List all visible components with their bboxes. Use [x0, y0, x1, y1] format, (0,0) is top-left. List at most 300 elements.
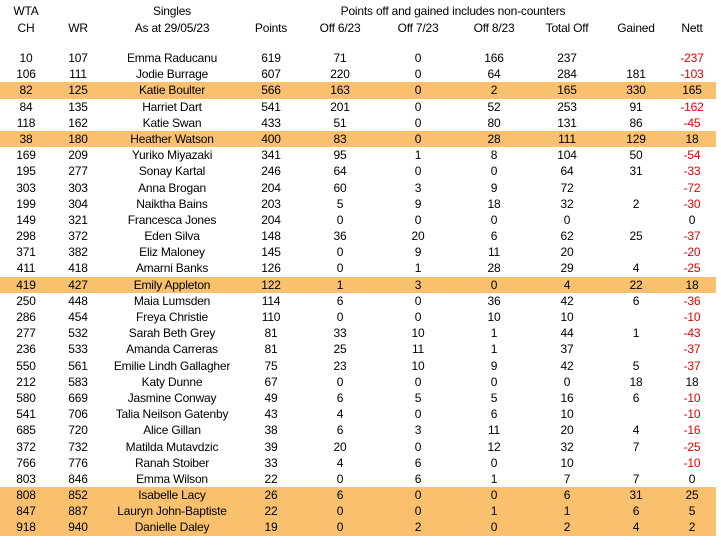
cell-gained: 18 [629, 374, 643, 389]
cell-points: 145 [261, 245, 281, 260]
cell-total_off: 284 [557, 67, 577, 82]
cell-off_8_23: 64 [487, 67, 501, 82]
cell-nett: 18 [685, 131, 699, 146]
cell-total_off: 44 [560, 326, 574, 341]
player-row [0, 99, 716, 115]
column-header: CH [17, 21, 35, 35]
cell-name: Sonay Kartal [138, 164, 206, 179]
cell-nett: 5 [688, 504, 696, 519]
cell-total_off: 37 [560, 342, 574, 357]
cell-nett: -10 [683, 310, 701, 324]
cell-off_8_23: 1 [490, 504, 498, 519]
cell-off_7_23: 0 [414, 212, 422, 227]
player-row [0, 115, 716, 131]
cell-off_8_23: 0 [490, 164, 498, 179]
cell-points: 203 [261, 196, 281, 211]
cell-name: Amanda Carreras [126, 342, 218, 357]
cell-wr: 162 [68, 115, 88, 130]
cell-ch: 419 [16, 277, 36, 292]
cell-gained: 7 [632, 471, 640, 486]
cell-total_off: 253 [557, 99, 577, 114]
cell-wr: 125 [68, 83, 88, 98]
cell-nett: 18 [685, 374, 699, 389]
player-row [0, 374, 716, 390]
column-header: Gained [617, 21, 655, 35]
cell-total_off: 62 [560, 229, 574, 244]
column-header: As at 29/05/23 [134, 21, 210, 35]
cell-wr: 532 [68, 326, 88, 341]
cell-off_7_23: 0 [414, 374, 422, 389]
player-row [0, 406, 716, 422]
cell-ch: 195 [16, 164, 36, 179]
cell-ch: 199 [16, 196, 36, 211]
cell-wr: 583 [68, 374, 88, 389]
cell-points: 22 [264, 504, 278, 519]
cell-off_6_23: 1 [336, 277, 344, 292]
cell-name: Anna Brogan [138, 180, 206, 195]
cell-gained: 50 [629, 148, 643, 163]
cell-off_6_23: 0 [336, 504, 344, 519]
cell-off_6_23: 6 [336, 423, 344, 438]
cell-total_off: 111 [558, 131, 576, 146]
cell-off_8_23: 0 [490, 488, 498, 503]
cell-name: Francesca Jones [127, 212, 217, 227]
cell-off_7_23: 0 [414, 310, 422, 324]
cell-wr: 111 [69, 67, 87, 82]
cell-off_6_23: 4 [336, 455, 344, 470]
cell-off_8_23: 52 [487, 99, 501, 114]
cell-ch: 808 [16, 488, 36, 503]
cell-off_7_23: 5 [414, 390, 422, 405]
cell-total_off: 4 [563, 277, 571, 292]
cell-wr: 720 [68, 423, 88, 438]
cell-name: Eden Silva [144, 229, 200, 244]
cell-total_off: 42 [560, 293, 574, 308]
cell-off_7_23: 0 [414, 164, 422, 179]
cell-off_7_23: 3 [414, 277, 422, 292]
cell-name: Jodie Burrage [135, 67, 209, 82]
cell-points: 49 [264, 390, 278, 405]
cell-total_off: 0 [563, 212, 571, 227]
cell-wr: 372 [68, 229, 88, 244]
cell-off_6_23: 220 [330, 67, 350, 82]
cell-name: Freya Christie [136, 310, 208, 324]
player-row [0, 196, 716, 212]
cell-name: Jasmine Conway [127, 390, 217, 405]
cell-name: Eliz Maloney [139, 245, 205, 260]
cell-ch: 541 [16, 407, 36, 422]
player-row [0, 487, 716, 503]
cell-points: 43 [264, 407, 278, 422]
cell-off_8_23: 28 [487, 261, 501, 276]
player-row [0, 50, 716, 66]
cell-total_off: 6 [563, 488, 571, 503]
cell-off_7_23: 11 [411, 342, 425, 357]
cell-nett: -43 [683, 326, 701, 341]
cell-wr: 852 [68, 488, 88, 503]
cell-points: 204 [261, 212, 281, 227]
cell-points: 39 [264, 439, 278, 454]
cell-name: Isabelle Lacy [138, 488, 206, 503]
cell-name: Amarni Banks [135, 261, 209, 276]
cell-name: Emilie Lindh Gallagher [113, 358, 231, 373]
cell-off_6_23: 4 [336, 407, 344, 422]
cell-gained: 129 [626, 131, 646, 146]
cell-wr: 561 [68, 358, 88, 373]
cell-points: 67 [264, 374, 278, 389]
player-row [0, 260, 716, 276]
cell-nett: -16 [683, 423, 701, 438]
player-row [0, 325, 716, 341]
column-header: Off 7/23 [397, 21, 439, 35]
cell-off_7_23: 0 [414, 51, 422, 65]
player-row [0, 131, 716, 147]
cell-wr: 321 [68, 212, 88, 227]
cell-gained: 5 [632, 358, 640, 373]
cell-off_6_23: 20 [333, 439, 347, 454]
cell-points: 38 [264, 423, 278, 438]
cell-off_8_23: 1 [490, 326, 498, 341]
cell-points: 19 [264, 520, 278, 535]
cell-off_6_23: 201 [330, 99, 350, 114]
cell-gained: 6 [632, 504, 640, 519]
cell-off_8_23: 0 [490, 455, 498, 470]
cell-ch: 149 [16, 212, 36, 227]
header-row-1 [0, 3, 716, 20]
cell-ch: 303 [16, 180, 36, 195]
cell-gained: 4 [632, 520, 640, 535]
cell-off_7_23: 0 [414, 504, 422, 519]
cell-wr: 940 [68, 520, 88, 535]
cell-off_8_23: 1 [490, 471, 498, 486]
cell-ch: 169 [16, 148, 36, 163]
cell-nett: 0 [688, 471, 696, 486]
cell-total_off: 32 [560, 196, 574, 211]
cell-off_6_23: 0 [336, 520, 344, 535]
cell-points: 619 [261, 51, 281, 65]
player-row [0, 82, 716, 98]
cell-points: 433 [261, 115, 281, 130]
cell-gained: 22 [629, 277, 643, 292]
cell-points: 204 [261, 180, 281, 195]
cell-wr: 776 [68, 455, 88, 470]
cell-wr: 277 [68, 164, 88, 179]
cell-off_6_23: 6 [336, 390, 344, 405]
cell-off_8_23: 11 [487, 245, 501, 260]
player-row [0, 341, 716, 357]
cell-nett: -103 [680, 67, 704, 82]
cell-name: Katy Dunne [141, 374, 203, 389]
cell-gained: 330 [626, 83, 646, 98]
cell-ch: 286 [16, 310, 36, 324]
cell-gained: 31 [629, 488, 643, 503]
cell-name: Lauryn John-Baptiste [117, 504, 227, 519]
cell-total_off: 104 [557, 148, 577, 163]
cell-off_8_23: 36 [487, 293, 501, 308]
cell-off_6_23: 64 [333, 164, 347, 179]
cell-total_off: 131 [557, 115, 577, 130]
cell-nett: -37 [683, 358, 701, 373]
cell-ch: 685 [16, 423, 36, 438]
cell-wr: 448 [68, 293, 88, 308]
cell-off_8_23: 0 [490, 520, 498, 535]
column-header: WR [68, 21, 88, 35]
cell-nett: -72 [683, 180, 701, 195]
cell-wr: 135 [68, 99, 88, 114]
player-row [0, 244, 716, 260]
cell-gained: 31 [629, 164, 643, 179]
cell-name: Naiktha Bains [136, 196, 208, 211]
cell-off_7_23: 6 [414, 455, 422, 470]
cell-nett: -10 [683, 407, 701, 422]
cell-off_6_23: 36 [333, 229, 347, 244]
cell-total_off: 32 [560, 439, 574, 454]
cell-off_6_23: 71 [333, 51, 347, 65]
cell-off_6_23: 95 [333, 148, 347, 163]
cell-off_8_23: 12 [487, 439, 501, 454]
cell-off_8_23: 11 [487, 423, 501, 438]
player-row [0, 309, 716, 325]
cell-off_7_23: 0 [414, 67, 422, 82]
cell-name: Maia Lumsden [133, 293, 211, 308]
player-row [0, 390, 716, 406]
cell-wr: 180 [68, 131, 88, 146]
cell-off_8_23: 0 [490, 212, 498, 227]
cell-off_7_23: 0 [414, 488, 422, 503]
cell-off_8_23: 5 [490, 390, 498, 405]
player-row [0, 422, 716, 438]
cell-name: Ranah Stoiber [134, 455, 210, 470]
cell-wr: 382 [68, 245, 88, 260]
cell-off_7_23: 0 [414, 131, 422, 146]
cell-wr: 706 [68, 407, 88, 422]
cell-points: 126 [261, 261, 281, 276]
cell-gained: 86 [629, 115, 643, 130]
cell-ch: 82 [19, 83, 33, 98]
cell-wr: 454 [68, 310, 88, 324]
cell-gained: 4 [632, 261, 640, 276]
cell-nett: -54 [683, 148, 701, 163]
cell-off_6_23: 6 [336, 293, 344, 308]
player-row [0, 277, 716, 293]
cell-wr: 732 [68, 439, 88, 454]
cell-ch: 847 [16, 504, 36, 519]
cell-off_7_23: 0 [414, 99, 422, 114]
cell-wr: 209 [68, 148, 88, 163]
cell-ch: 236 [16, 342, 36, 357]
cell-off_7_23: 0 [414, 293, 422, 308]
player-row [0, 439, 716, 455]
cell-nett: 18 [685, 277, 699, 292]
cell-ch: 550 [16, 358, 36, 373]
cell-off_8_23: 10 [487, 310, 501, 324]
cell-off_6_23: 51 [333, 115, 347, 130]
cell-off_8_23: 1 [490, 342, 498, 357]
cell-off_7_23: 0 [414, 439, 422, 454]
cell-total_off: 10 [560, 310, 574, 324]
cell-ch: 38 [19, 131, 33, 146]
cell-off_6_23: 6 [336, 488, 344, 503]
cell-total_off: 10 [560, 455, 574, 470]
cell-ch: 106 [16, 67, 36, 82]
cell-name: Talia Neilson Gatenby [115, 407, 229, 422]
cell-nett: -10 [683, 390, 701, 405]
cell-total_off: 20 [560, 423, 574, 438]
cell-gained: 4 [632, 423, 640, 438]
player-row [0, 519, 716, 535]
cell-off_7_23: 0 [414, 407, 422, 422]
cell-nett: -25 [683, 439, 701, 454]
cell-off_6_23: 25 [333, 342, 347, 357]
player-row [0, 147, 716, 163]
cell-ch: 371 [16, 245, 36, 260]
header-singles-label: Singles [153, 4, 191, 18]
header-row-2 [0, 20, 716, 37]
cell-off_8_23: 9 [490, 358, 498, 373]
cell-off_6_23: 5 [336, 196, 344, 211]
cell-gained: 25 [629, 229, 643, 244]
cell-ch: 118 [16, 115, 36, 130]
cell-ch: 803 [16, 471, 36, 486]
cell-off_7_23: 10 [411, 358, 425, 373]
cell-points: 33 [264, 455, 278, 470]
cell-points: 22 [264, 471, 278, 486]
cell-nett: -33 [683, 164, 701, 179]
cell-off_6_23: 33 [333, 326, 347, 341]
cell-nett: 0 [688, 212, 696, 227]
cell-off_6_23: 83 [333, 131, 347, 146]
cell-off_7_23: 0 [414, 83, 422, 98]
cell-name: Matilda Mutavdzic [125, 439, 219, 454]
header-gap [0, 37, 716, 50]
cell-points: 541 [261, 99, 281, 114]
player-rows [0, 50, 716, 536]
cell-nett: -10 [683, 455, 701, 470]
player-row [0, 66, 716, 82]
cell-nett: -237 [680, 51, 704, 65]
cell-off_8_23: 0 [490, 374, 498, 389]
cell-wr: 107 [68, 51, 88, 65]
header-note: Points off and gained includes non-counters [340, 4, 566, 18]
cell-gained: 1 [632, 326, 640, 341]
cell-off_6_23: 0 [336, 212, 344, 227]
cell-off_6_23: 0 [336, 471, 344, 486]
cell-off_6_23: 0 [336, 245, 344, 260]
player-row [0, 228, 716, 244]
cell-off_7_23: 3 [414, 180, 422, 195]
cell-wr: 533 [68, 342, 88, 357]
cell-name: Danielle Daley [134, 520, 210, 535]
cell-off_8_23: 0 [490, 277, 498, 292]
cell-total_off: 72 [560, 180, 574, 195]
cell-off_8_23: 8 [490, 148, 498, 163]
cell-total_off: 2 [563, 520, 571, 535]
cell-points: 110 [261, 310, 281, 324]
cell-off_7_23: 1 [414, 148, 422, 163]
cell-off_7_23: 9 [414, 196, 422, 211]
cell-wr: 669 [68, 390, 88, 405]
cell-nett: -37 [683, 229, 701, 244]
player-row [0, 471, 716, 487]
cell-gained: 2 [632, 196, 640, 211]
cell-off_7_23: 10 [411, 326, 425, 341]
cell-nett: -20 [683, 245, 701, 260]
cell-ch: 250 [16, 293, 36, 308]
cell-off_7_23: 9 [414, 245, 422, 260]
cell-off_8_23: 28 [487, 131, 501, 146]
cell-nett: 25 [685, 488, 699, 503]
player-row [0, 455, 716, 471]
cell-points: 341 [261, 148, 281, 163]
cell-off_8_23: 166 [484, 51, 504, 65]
player-row [0, 503, 716, 519]
cell-ch: 84 [19, 99, 33, 114]
cell-nett: 2 [688, 520, 696, 535]
cell-wr: 887 [68, 504, 88, 519]
cell-total_off: 0 [563, 374, 571, 389]
cell-total_off: 237 [557, 51, 577, 65]
cell-wr: 846 [68, 471, 88, 486]
column-header: Nett [681, 21, 703, 35]
cell-gained: 181 [626, 67, 646, 82]
cell-off_7_23: 2 [414, 520, 422, 535]
cell-points: 75 [264, 358, 278, 373]
cell-name: Emma Raducanu [126, 51, 218, 65]
cell-off_6_23: 0 [336, 374, 344, 389]
cell-total_off: 42 [560, 358, 574, 373]
cell-off_7_23: 20 [411, 229, 425, 244]
cell-off_7_23: 0 [414, 115, 422, 130]
cell-off_7_23: 3 [414, 423, 422, 438]
cell-ch: 411 [16, 261, 36, 276]
cell-ch: 580 [16, 390, 36, 405]
cell-total_off: 10 [560, 407, 574, 422]
header-wta-label: WTA [13, 4, 39, 18]
cell-name: Alice Gillan [143, 423, 201, 438]
cell-gained: 7 [632, 439, 640, 454]
cell-total_off: 165 [557, 83, 577, 98]
cell-gained: 6 [632, 390, 640, 405]
cell-off_6_23: 0 [336, 261, 344, 276]
player-row [0, 358, 716, 374]
player-row [0, 180, 716, 196]
column-header: Off 8/23 [473, 21, 515, 35]
cell-points: 81 [264, 342, 278, 357]
cell-nett: -45 [683, 115, 701, 130]
cell-total_off: 7 [563, 471, 571, 486]
cell-ch: 766 [16, 455, 36, 470]
cell-ch: 918 [16, 520, 36, 535]
cell-total_off: 64 [560, 164, 574, 179]
cell-total_off: 20 [560, 245, 574, 260]
cell-nett: -30 [683, 196, 701, 211]
player-row [0, 293, 716, 309]
player-row [0, 163, 716, 179]
cell-total_off: 1 [563, 504, 571, 519]
cell-points: 122 [261, 277, 281, 292]
cell-nett: -162 [680, 99, 704, 114]
cell-points: 566 [261, 83, 281, 98]
cell-nett: -36 [683, 293, 701, 308]
cell-points: 400 [261, 131, 281, 146]
cell-wr: 303 [68, 180, 88, 195]
column-header: Off 6/23 [319, 21, 361, 35]
cell-off_6_23: 0 [336, 310, 344, 324]
cell-off_8_23: 6 [490, 407, 498, 422]
column-header: Points [254, 21, 288, 35]
cell-name: Sarah Beth Grey [128, 326, 216, 341]
cell-points: 148 [261, 229, 281, 244]
